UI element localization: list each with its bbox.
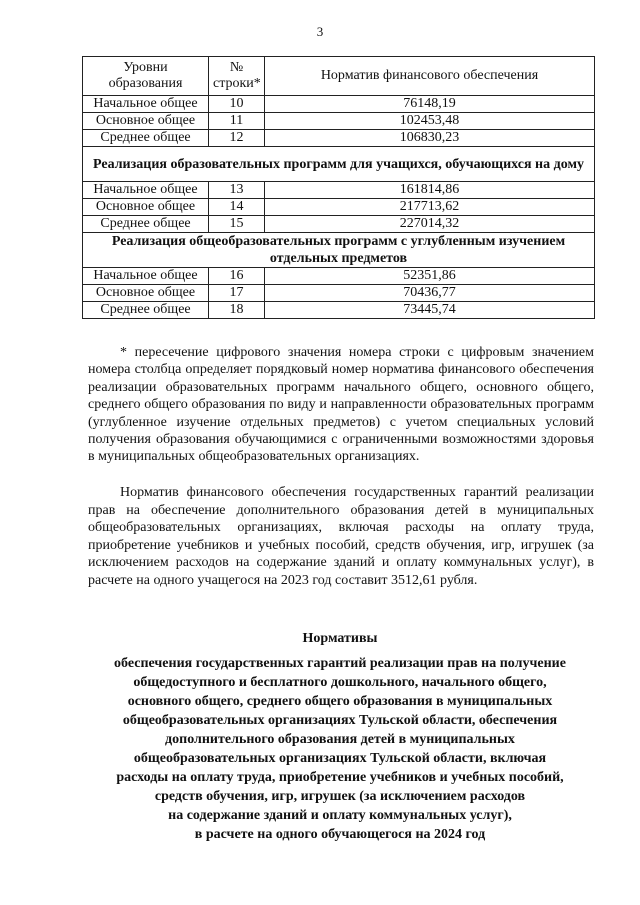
cell-row-number: 12 — [209, 130, 265, 147]
cell-value: 217713,62 — [265, 199, 595, 216]
table-footnote: * пересечение цифрового значения номера строки с цифровым значением номера столбца определяет порядковый номер норматива финансового обеспечения реализации образовательных программ начального общего, основного общего, среднего общего образования по виду и направленности образовательных программ (углубленное изучение отдельных предметов) с учетом специальных условий получения образования обучающимися с ограниченными возможностями здоровья в муниципальных общеобразовательных организациях. — [88, 345, 594, 465]
header-education-level: Уровни образования — [83, 57, 209, 96]
cell-value: 106830,23 — [265, 130, 595, 147]
cell-row-number: 11 — [209, 113, 265, 130]
table-row — [83, 302, 595, 319]
cell-level: Начальное общее — [83, 268, 209, 285]
page-number: 3 — [316, 24, 324, 39]
table-row — [83, 113, 595, 130]
norms-section-subtitle — [70, 654, 610, 844]
subtitle-line: в расчете на одного обучающегося на 2024 год — [194, 827, 486, 842]
cell-level: Основное общее — [83, 199, 209, 216]
cell-value: 73445,74 — [265, 302, 595, 319]
cell-value: 70436,77 — [265, 285, 595, 302]
cell-level: Среднее общее — [83, 216, 209, 233]
cell-row-number: 14 — [209, 199, 265, 216]
table-section-row — [83, 147, 595, 182]
table-header-row — [83, 57, 595, 96]
subtitle-line: общеобразовательных организациях Тульской области, включая — [133, 751, 547, 766]
subtitle-line: обеспечения государственных гарантий реализации прав на получение — [114, 656, 566, 671]
table-row — [83, 199, 595, 216]
cell-value: 161814,86 — [265, 182, 595, 199]
table-section-row — [83, 233, 595, 268]
cell-value: 102453,48 — [265, 113, 595, 130]
cell-value: 76148,19 — [265, 96, 595, 113]
subtitle-line: дополнительного образования детей в муниципальных — [165, 732, 515, 747]
table-row — [83, 268, 595, 285]
subtitle-line: расходы на оплату труда, приобретение учебников и учебных пособий, — [116, 770, 564, 785]
cell-row-number: 18 — [209, 302, 265, 319]
cell-level: Среднее общее — [83, 130, 209, 147]
subtitle-line: на содержание зданий и оплату коммунальных услуг), — [168, 808, 512, 823]
cell-value: 52351,86 — [265, 268, 595, 285]
table-row — [83, 130, 595, 147]
cell-level: Основное общее — [83, 113, 209, 130]
financing-norms-table — [82, 56, 595, 319]
cell-level: Начальное общее — [83, 182, 209, 199]
header-financing-norm: Норматив финансового обеспечения — [265, 57, 595, 96]
cell-row-number: 17 — [209, 285, 265, 302]
table-row — [83, 182, 595, 199]
cell-row-number: 15 — [209, 216, 265, 233]
table-row — [83, 96, 595, 113]
additional-education-norm-paragraph: Норматив финансового обеспечения государственных гарантий реализации прав на обеспечение дополнительного образования детей в муниципальных общеобразовательных организациях, включая расходы на оплату труда, приобретение учебников и учебных пособий, средств обучения, игр, игрушек (за исключением расходов на содержание зданий и оплату коммунальных услуг), в расчете на одного учащегося на 2023 год составит 3512,61 рубля. — [88, 485, 594, 588]
header-row-number: № строки* — [209, 57, 265, 96]
cell-row-number: 13 — [209, 182, 265, 199]
subtitle-line: средств обучения, игр, игрушек (за исключением расходов — [154, 789, 526, 804]
subtitle-line: общедоступного и бесплатного дошкольного, начального общего, — [133, 675, 547, 690]
cell-value: 227014,32 — [265, 216, 595, 233]
section-advanced-study-title: Реализация общеобразовательных программ с углубленным изучением отдельных предметов — [83, 233, 595, 268]
norms-section-title: Нормативы — [302, 631, 378, 646]
cell-row-number: 10 — [209, 96, 265, 113]
table-row — [83, 285, 595, 302]
cell-level: Основное общее — [83, 285, 209, 302]
cell-level: Начальное общее — [83, 96, 209, 113]
cell-level: Среднее общее — [83, 302, 209, 319]
subtitle-line: основного общего, среднего общего образования в муниципальных — [127, 694, 553, 709]
cell-row-number: 16 — [209, 268, 265, 285]
table-row — [83, 216, 595, 233]
subtitle-line: общеобразовательных организациях Тульской области, обеспечения — [122, 713, 558, 728]
section-home-schooling-title: Реализация образовательных программ для учащихся, обучающихся на дому — [83, 147, 595, 182]
